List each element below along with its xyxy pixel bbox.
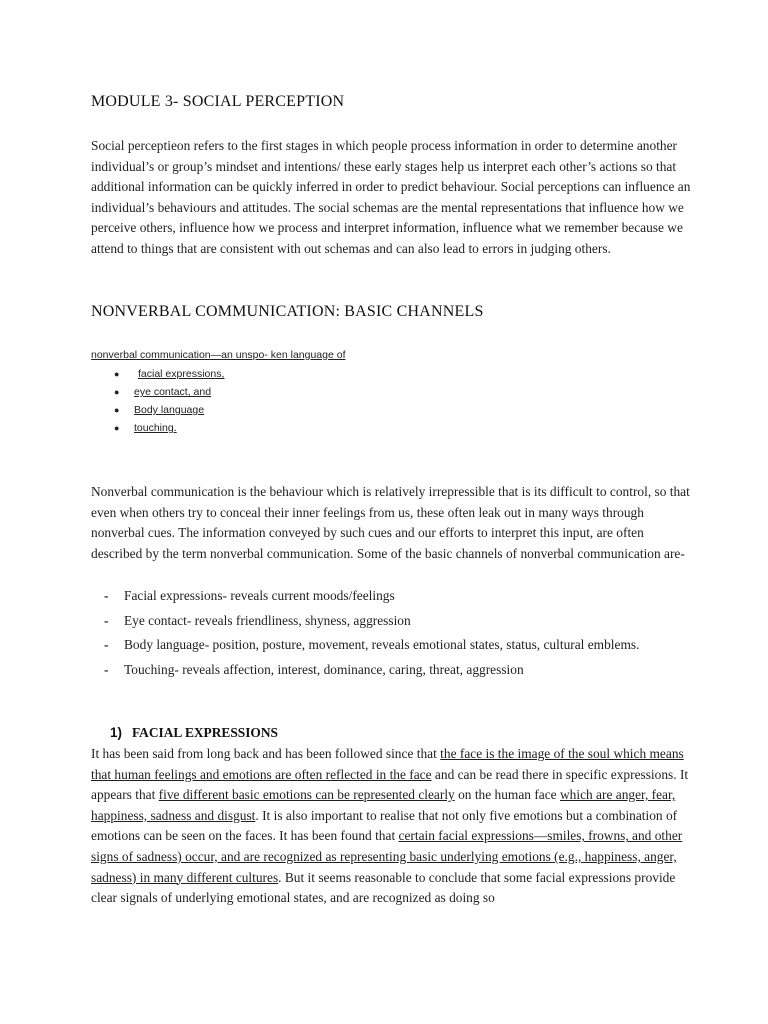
facial-expressions-heading	[110, 725, 278, 741]
bullet-icon: ●	[114, 423, 120, 433]
nonverbal-note-title: nonverbal communication—an unspo- ken language of	[91, 349, 346, 361]
list-item-text: Body language	[134, 404, 205, 416]
list-item	[100, 635, 660, 656]
list-item-text: Eye contact- reveals friendliness, shyness, aggression	[124, 612, 411, 628]
section-heading: NONVERBAL COMMUNICATION: BASIC CHANNELS	[91, 303, 484, 320]
channels-list	[100, 586, 660, 684]
dash-bullet: -	[104, 612, 109, 628]
text-segment: . But it seems reasonable to conclude that some facial expressions provide clear signals of underlying emotional states, and are recognized as doing so	[91, 869, 676, 906]
list-item	[100, 611, 660, 632]
list-item-text: Touching- reveals affection, interest, dominance, caring, threat, aggression	[124, 661, 524, 677]
text-segment: It has been said from long back and has been followed since that	[91, 746, 441, 761]
list-item	[100, 660, 660, 681]
text-segment: on the human face	[454, 787, 560, 803]
section-number: 1)	[110, 725, 122, 740]
list-item	[114, 419, 224, 437]
underlined-segment: five different basic emotions can be represented clearly	[158, 787, 455, 803]
facial-paragraph	[91, 744, 691, 909]
list-item	[114, 383, 224, 401]
bullet-icon: ●	[114, 405, 120, 415]
list-item	[114, 365, 224, 383]
section-title: FACIAL EXPRESSIONS	[132, 725, 278, 740]
bullet-icon: ●	[114, 387, 120, 397]
bullet-icon: ●	[114, 369, 120, 379]
list-item	[114, 401, 224, 419]
intro-paragraph: Social perceptieon refers to the first stages in which people process information in order to determine another individual’s or group’s mindset and intentions/ these early stages help us interpret each other’s actions so that additional information can be quickly inferred in order to predict behaviour. Social perceptions can influence an individual’s behaviours and attitudes. The social schemas are the mental representations that influence how we perceive others, influence how we process and interpret information, influence what we remember because we attend to things that are consistent with out schemas and can also lead to errors in judging others.	[91, 138, 691, 256]
nonverbal-bullet-list	[114, 365, 224, 437]
module-title: MODULE 3- SOCIAL PERCEPTION	[91, 93, 345, 110]
underlined-segment: certain facial expressions—smiles, frowns, and other signs of sadness) occur, and are recognized as representing basic underlying emotions (e.g., happiness, anger, sadness) in many different cultures	[91, 828, 683, 885]
dash-bullet: -	[104, 637, 109, 653]
list-item-text: touching.	[134, 422, 177, 434]
underlined-segment: the face is the image of the soul which means that human feelings and emotions are often reflected in the face	[91, 746, 684, 782]
nonverbal-paragraph: Nonverbal communication is the behaviour which is relatively irrepressible that is its difficult to control, so that even when others try to conceal their inner feelings from us, these often leak out in many ways through nonverbal cues. The information conveyed by such cues and our efforts to interpret this input, are often described by the term nonverbal communication. Some of the basic channels of nonverbal communication are-	[91, 484, 690, 561]
underlined-segment: which are anger, fear, happiness, sadness and disgust	[91, 787, 676, 823]
text-segment: . It is also important to realise that not only five emotions but a combination of emotions can be seen on the faces. It has been found that	[91, 807, 678, 844]
dash-bullet: -	[104, 661, 109, 677]
list-item	[100, 586, 660, 607]
list-item-text: Body language- position, posture, movement, reveals emotional states, status, cultural emblems.	[124, 637, 640, 653]
dash-bullet: -	[104, 588, 109, 603]
text-segment: and can be read there in specific expressions. It appears that	[91, 766, 689, 803]
list-item-text: Facial expressions- reveals current moods/feelings	[124, 588, 395, 603]
list-item-text: facial expressions,	[138, 368, 225, 380]
list-item-text: eye contact, and	[134, 386, 212, 398]
